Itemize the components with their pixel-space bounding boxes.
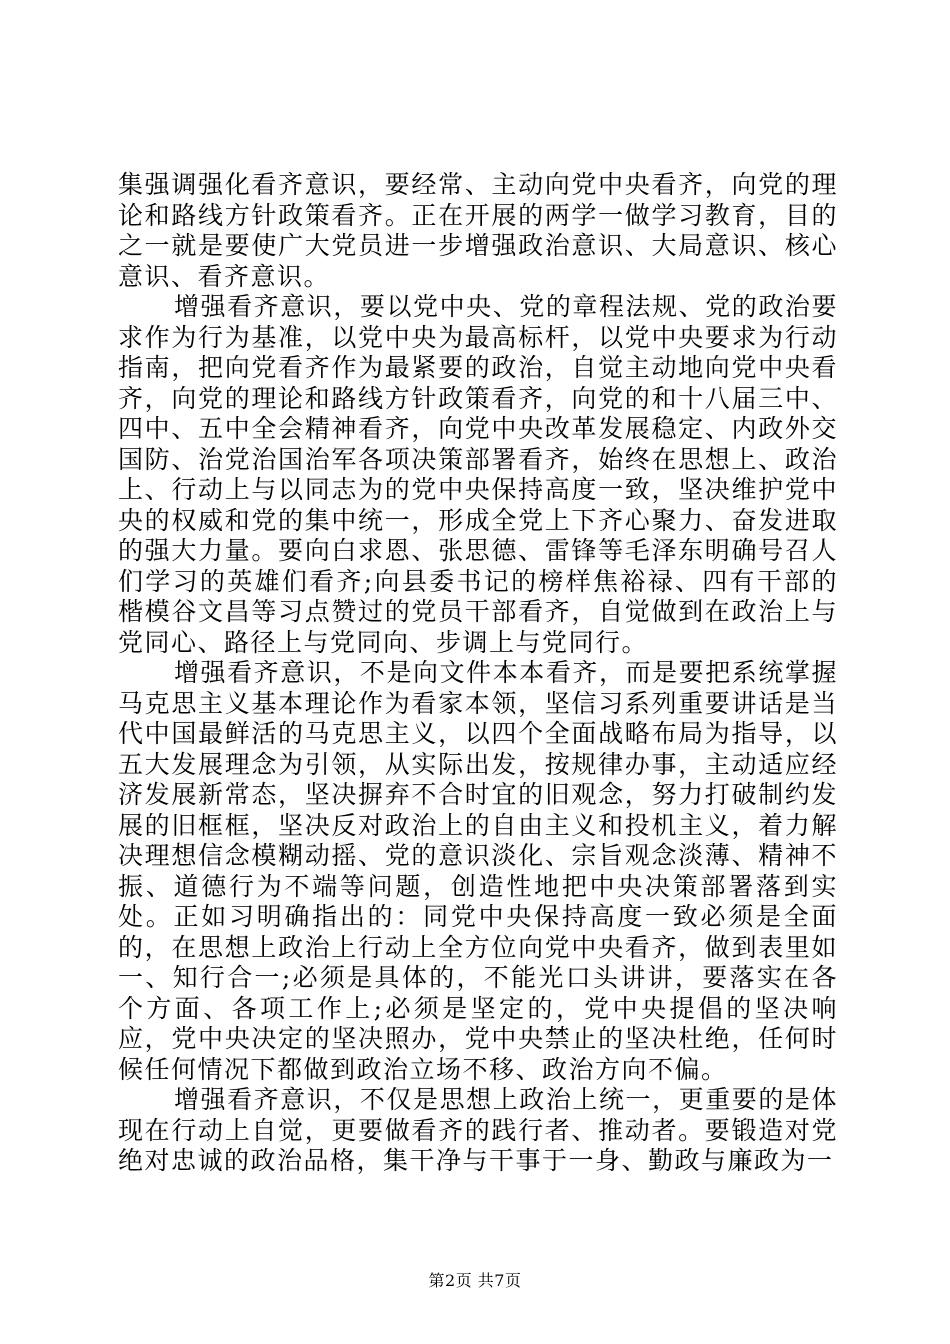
paragraph-2: 增强看齐意识，要以党中央、党的章程法规、党的政治要求作为行为基准，以党中央为最高标杆，以党中央要求为行动指南，把向党看齐作为最紧要的政治，自觉主动地向党中央看齐，向党的理论和路线方针政策看齐，向党的和十八届三中、四中、五中全会精神看齐，向党中央改革发展稳定、内政外交国防、治党治国治军各项决策部署看齐，始终在思想上、政治上、行动上与以同志为的党中央保持高度一致，坚决维护党中央的权威和党的集中统一，形成全党上下齐心聚力、奋发进取的强大力量。要向白求恩、张思德、雷锋等毛泽东明确号召人们学习的英雄们看齐;向县委书记的榜样焦裕禄、四有干部的楷模谷文昌等习点赞过的党员干部看齐，自觉做到在政治上与党同心、路径上与党同向、步调上与党同行。: [118, 292, 838, 657]
paragraph-4: 增强看齐意识，不仅是思想上政治上统一，更重要的是体现在行动上自觉，更要做看齐的践行者、推动者。要锻造对党绝对忠诚的政治品格，集干净与干事于一身、勤政与廉政为一: [118, 1085, 838, 1175]
document-body: [118, 170, 838, 1177]
paragraph-3: 增强看齐意识，不是向文件本本看齐，而是要把系统掌握马克思主义基本理论作为看家本领，坚信习系列重要讲话是当代中国最鲜活的马克思主义，以四个全面战略布局为指导，以五大发展理念为引领，从实际出发，按规律办事，主动适应经济发展新常态，坚决摒弃不合时宜的旧观念，努力打破制约发展的旧框框，坚决反对政治上的自由主义和投机主义，着力解决理想信念模糊动摇、党的意识淡化、宗旨观念淡薄、精神不振、道德行为不端等问题，创造性地把中央决策部署落到实处。正如习明确指出的：同党中央保持高度一致必须是全面的，在思想上政治上行动上全方位向党中央看齐，做到表里如一、知行合一;必须是具体的，不能光口头讲讲，要落实在各个方面、各项工作上;必须是坚定的，党中央提倡的坚决响应，党中央决定的坚决照办，党中央禁止的坚决杜绝，任何时候任何情况下都做到政治立场不移、政治方向不偏。: [118, 658, 838, 1084]
paragraph-1: 集强调强化看齐意识，要经常、主动向党中央看齐，向党的理论和路线方针政策看齐。正在开展的两学一做学习教育，目的之一就是要使广大党员进一步增强政治意识、大局意识、核心意识、看齐意识。: [118, 170, 838, 291]
page-number-footer: 第2页 共7页: [428, 1271, 522, 1290]
